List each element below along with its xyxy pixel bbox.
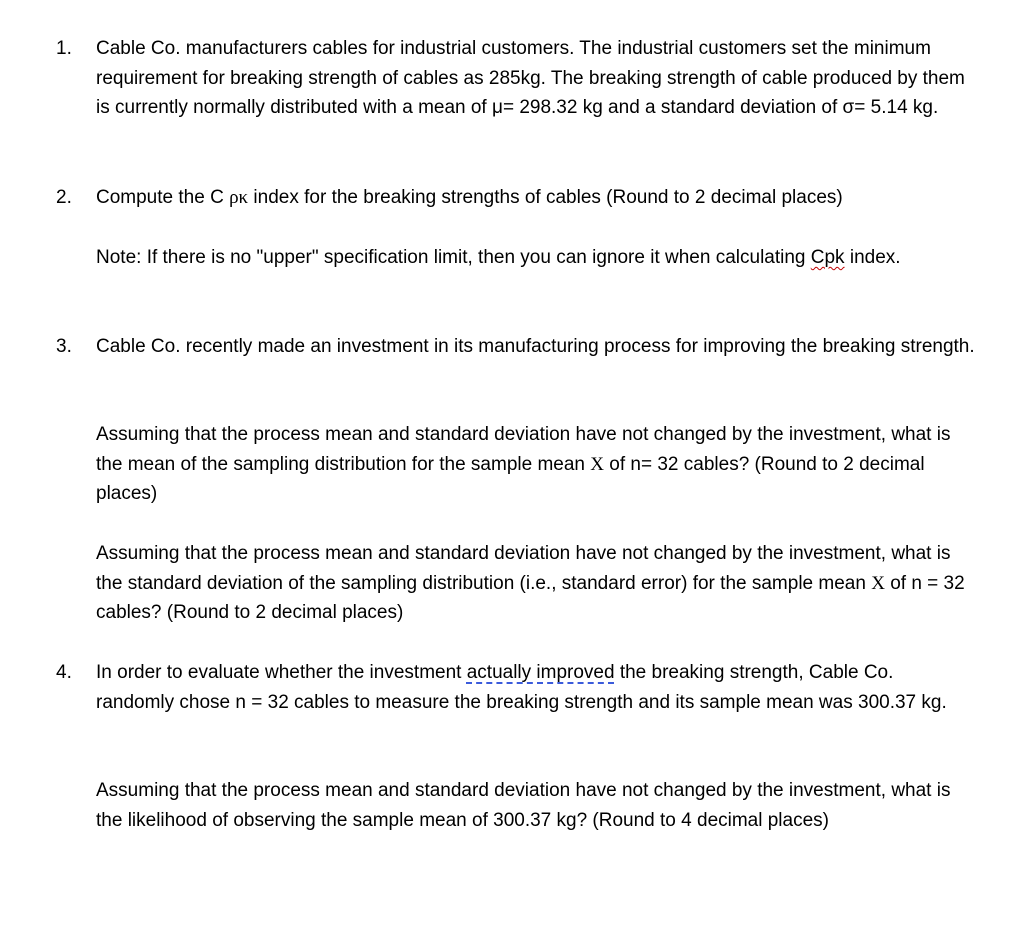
question-text: Assuming that the process mean and standard deviation have not changed by the investment, what is the standard deviation of the sampling distribution (i.e., standard error) for the sample mean xyxy=(96,543,951,594)
note-paragraph xyxy=(96,243,976,273)
x-bar-symbol: X xyxy=(590,453,605,475)
spellcheck-word: Cpk xyxy=(810,247,845,268)
investment-intro: Cable Co. recently made an investment in its manufacturing process for improving the breaking strength. xyxy=(96,336,975,357)
grammar-flagged-phrase: actually improved xyxy=(466,662,615,683)
sample-description xyxy=(96,658,976,717)
x-bar-symbol: X xyxy=(871,572,885,594)
question-text: Compute the C xyxy=(96,187,230,208)
note-text: index. xyxy=(844,247,901,268)
cpk-question xyxy=(96,183,976,213)
question-number: 2. xyxy=(56,187,72,208)
question-text: Assuming that the process mean and standard deviation have not changed by the investment, what is the mean of the sampling distribution for the sample mean xyxy=(96,424,951,475)
question-text: In order to evaluate whether the investment xyxy=(96,662,467,683)
question-text: the breaking strength, Cable Co. randomly chose n = 32 cables to measure the breaking strength and its sample mean was 300.37 kg. xyxy=(96,662,947,713)
question-number: 1. xyxy=(56,38,72,59)
problem-statement: Cable Co. manufacturers cables for industrial customers. The industrial customers set the minimum requirement for breaking strength of cables as 285kg. The breaking strength of cable produced by them is currently normally distributed with a mean of μ= 298.32 kg and a standard deviation of σ= 5.14 kg. xyxy=(96,38,965,118)
question-number: 4. xyxy=(56,662,72,683)
question-number: 3. xyxy=(56,336,72,357)
question-text: index for the breaking strengths of cables (Round to 2 decimal places) xyxy=(248,187,843,208)
question-text: of n = 32 cables? (Round to 2 decimal places) xyxy=(96,572,965,623)
question-text: of n= 32 cables? (Round to 2 decimal places) xyxy=(96,453,925,504)
standard-error-question xyxy=(96,539,976,628)
note-text: Note: If there is no "upper" specification limit, then you can ignore it when calculating xyxy=(96,247,811,268)
likelihood-question: Assuming that the process mean and standard deviation have not changed by the investment, what is the likelihood of observing the sample mean of 300.37 kg? (Round to 4 decimal places) xyxy=(96,780,951,831)
cpk-symbol: ρκ xyxy=(229,187,249,208)
sampling-mean-question xyxy=(96,420,976,509)
